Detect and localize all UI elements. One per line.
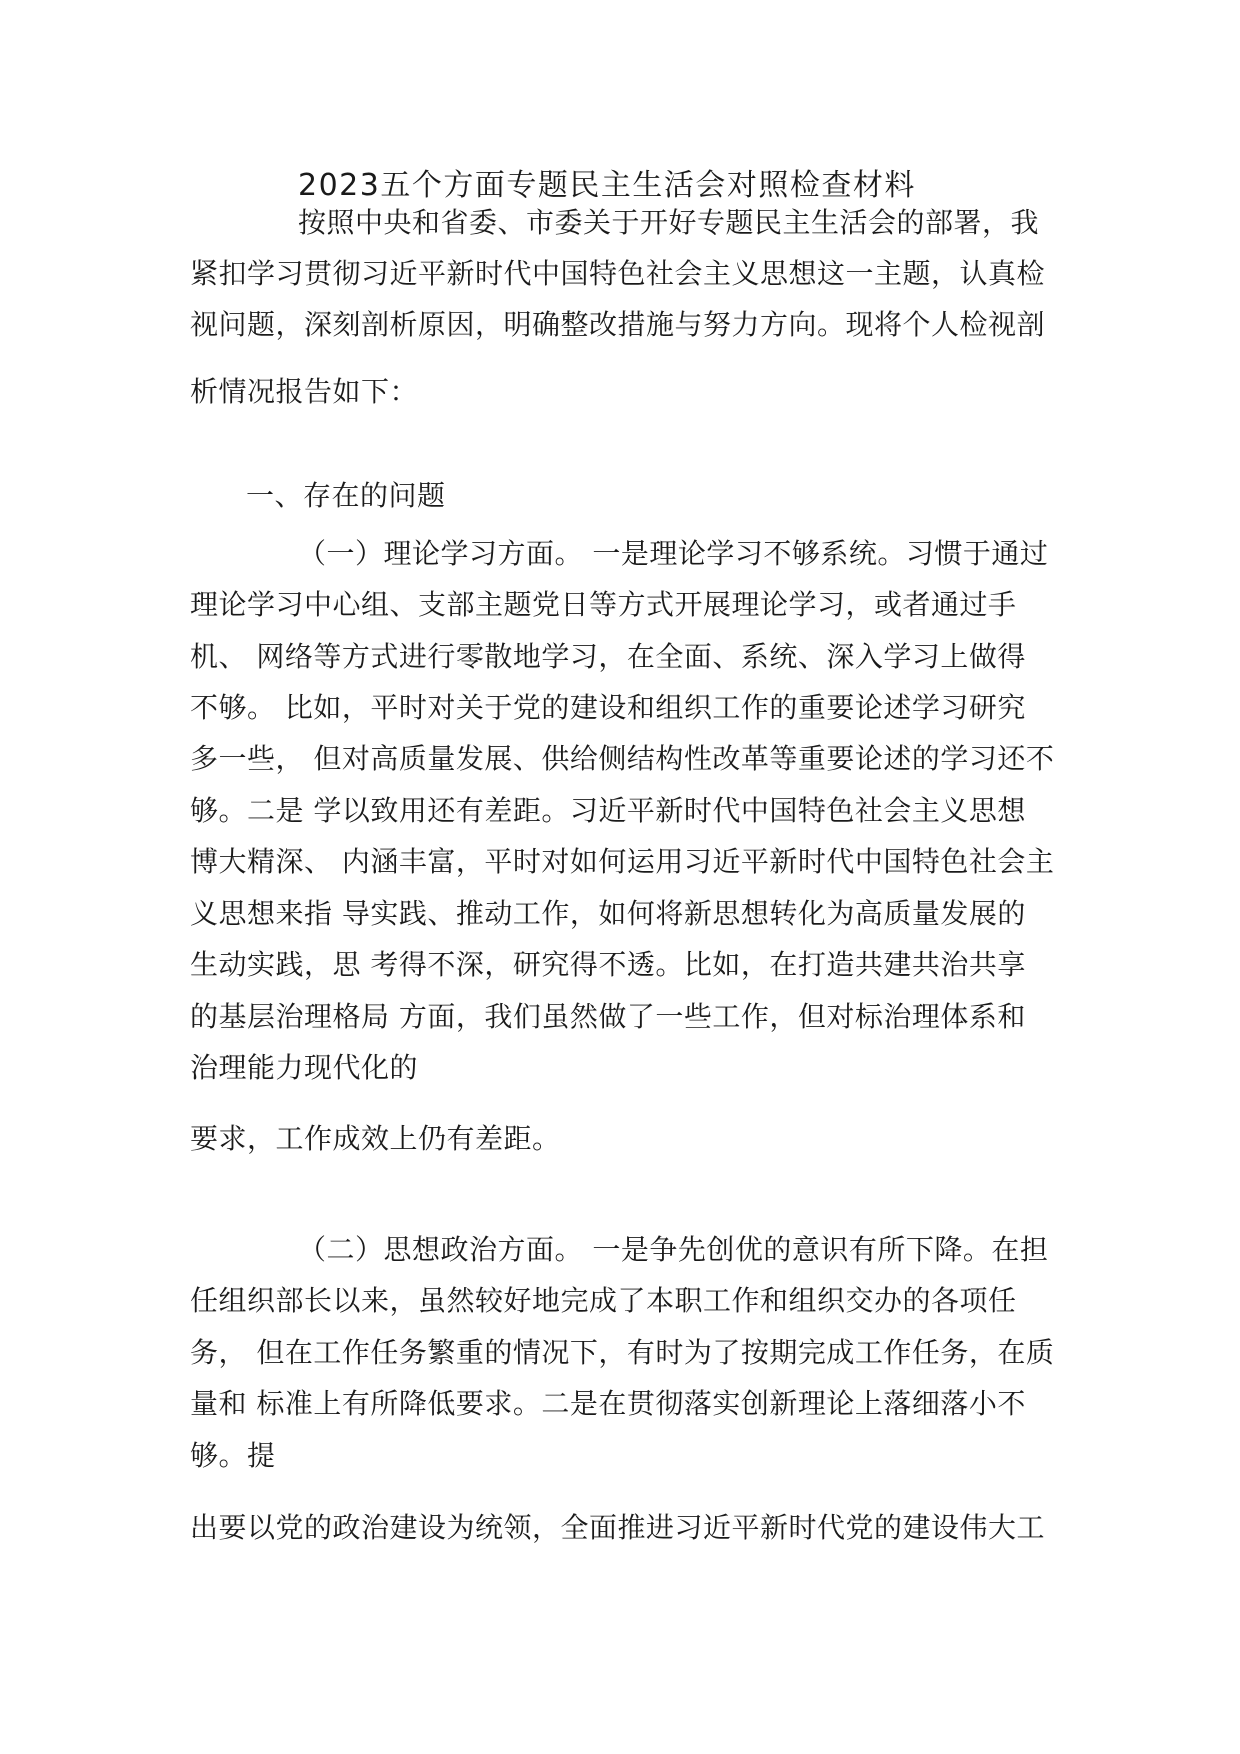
sub1-line-3: 机、 网络等方式进行零散地学习，在全面、系统、深入学习上做得: [190, 640, 1026, 673]
sub2-line-5: 够。提: [190, 1439, 276, 1472]
intro-line-2: 紧扣学习贯彻习近平新时代中国特色社会主义思想这一主题，认真检: [190, 257, 1046, 290]
sub2-line-1: （二）思想政治方面。 一是争先创优的意识有所下降。在担: [298, 1233, 1049, 1266]
intro-line-1: 按照中央和省委、市委关于开好专题民主生活会的部署，我: [298, 206, 1040, 239]
sub2-line-2: 任组织部长以来，虽然较好地完成了本职工作和组织交办的各项任: [190, 1284, 1017, 1317]
sub2-line-4: 量和 标准上有所降低要求。二是在贯彻落实创新理论上落细落小不: [190, 1387, 1026, 1420]
sub1-line-11: 治理能力现代化的: [190, 1051, 419, 1084]
sub1-line-5: 多一些， 但对高质量发展、供给侧结构性改革等重要论述的学习还不: [190, 742, 1055, 775]
sub1-line-2: 理论学习中心组、支部主题党日等方式开展理论学习，或者通过手: [190, 588, 1017, 621]
sub2-line-3: 务， 但在工作任务繁重的情况下，有时为了按期完成工作任务，在质: [190, 1336, 1055, 1369]
sub1-line-6: 够。二是 学以致用还有差距。习近平新时代中国特色社会主义思想: [190, 794, 1026, 827]
intro-line-3: 视问题，深刻剖析原因，明确整改措施与努力方向。现将个人检视剖: [190, 308, 1046, 341]
sub1-line-4: 不够。 比如，平时对关于党的建设和组织工作的重要论述学习研究: [190, 691, 1026, 724]
sub1-line-7: 博大精深、 内涵丰富，平时对如何运用习近平新时代中国特色社会主: [190, 845, 1055, 878]
sub1-line-1: （一）理论学习方面。 一是理论学习不够系统。习惯于通过: [298, 537, 1049, 570]
section-heading-problems: 一、存在的问题: [246, 479, 446, 512]
sub1-line-8: 义思想来指 导实践、推动工作，如何将新思想转化为高质量发展的: [190, 897, 1026, 930]
sub2-line-6: 出要以党的政治建设为统领，全面推进习近平新时代党的建设伟大工: [190, 1511, 1046, 1544]
sub1-line-10: 的基层治理格局 方面，我们虽然做了一些工作，但对标治理体系和: [190, 1000, 1026, 1033]
sub1-line-9: 生动实践，思 考得不深，研究得不透。比如，在打造共建共治共享: [190, 948, 1026, 981]
sub1-line-12: 要求，工作成效上仍有差距。: [190, 1122, 561, 1155]
intro-line-4: 析情况报告如下：: [190, 375, 419, 408]
document-title: 2023五个方面专题民主生活会对照检查材料: [298, 168, 916, 203]
